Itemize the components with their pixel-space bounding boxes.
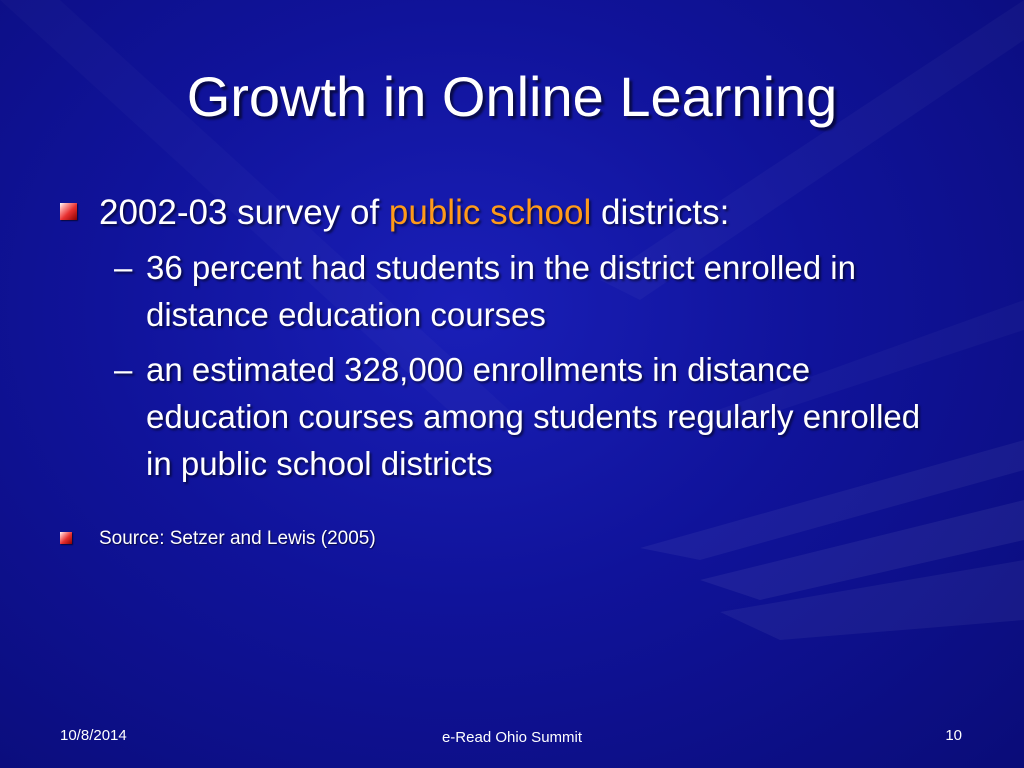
bullet-square-icon xyxy=(60,532,72,544)
bullet-prefix: 2002-03 survey of xyxy=(99,193,389,232)
sub-bullet-dash: – xyxy=(114,351,133,388)
sub-bullet xyxy=(114,244,980,338)
slide-title: Growth in Online Learning xyxy=(186,65,838,128)
bullet-highlight: public school xyxy=(388,193,592,232)
bullet-square-icon xyxy=(60,203,77,220)
sub-bullet xyxy=(114,346,980,487)
footer-title: e-Read Ohio Summit xyxy=(441,729,583,746)
main-bullet xyxy=(60,190,980,236)
sub-bullet-text: an estimated 328,000 enrollments in distance education courses among students regularly enrolled in public school districts xyxy=(146,351,921,482)
source-bullet xyxy=(60,527,980,551)
slide-content xyxy=(60,190,980,551)
source-text: Source: Setzer and Lewis (2005) xyxy=(99,528,376,549)
bullet-suffix: districts: xyxy=(591,193,730,232)
sub-bullet-text: 36 percent had students in the district enrolled in distance education courses xyxy=(146,249,856,333)
main-bullet-text xyxy=(99,190,729,236)
footer-page-number: 10 xyxy=(945,727,962,744)
sub-bullet-dash: – xyxy=(114,249,133,286)
footer-date: 10/8/2014 xyxy=(60,727,127,744)
